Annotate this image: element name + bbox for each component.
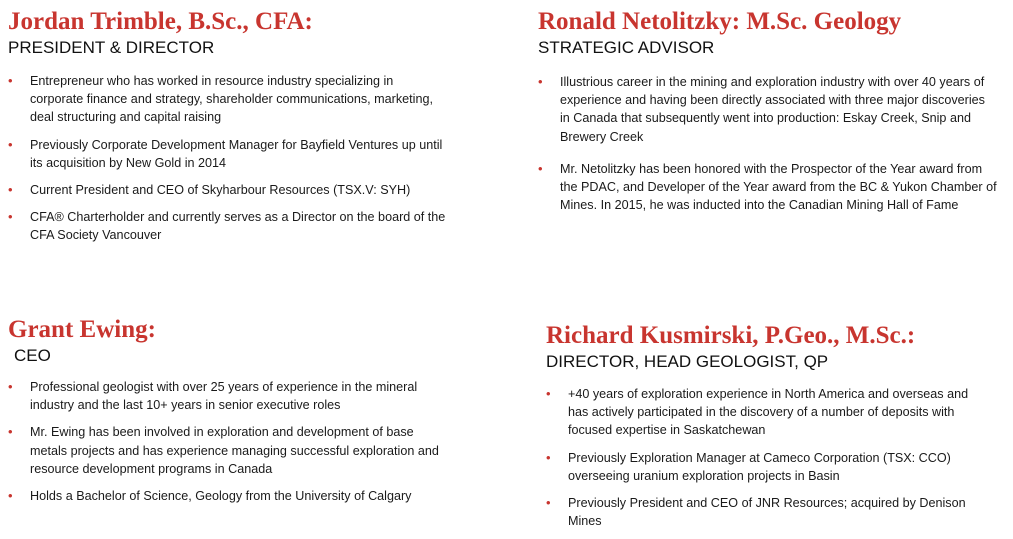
profile-richard-kusmirski bbox=[546, 322, 986, 539]
bullet-list bbox=[8, 72, 448, 245]
bullet-icon: • bbox=[8, 488, 13, 504]
list-item: • Illustrious career in the mining and exploration industry with over 40 years of experience and having been directly associated with three major discoveries in Canada that subsequently went into production: Eskay Creek, Snip and Brewery Creek bbox=[538, 74, 985, 144]
person-role: CEO bbox=[14, 346, 51, 365]
bullet-icon: • bbox=[538, 74, 543, 89]
list-item: • Previously Corporate Development Manager for Bayfield Ventures up until its acquisition by New Gold in 2014 bbox=[8, 136, 443, 170]
person-name: Jordan Trimble, B.Sc., CFA: bbox=[8, 8, 313, 35]
list-item: • Previously Exploration Manager at Cameco Corporation (TSX: CCO) overseeing uranium exploration projects in Basin bbox=[546, 449, 951, 483]
list-item: • +40 years of exploration experience in North America and overseas and has actively participated in the discovery of a number of deposits with focused expertise in Saskatchewan bbox=[546, 386, 969, 438]
bullet-icon: • bbox=[8, 182, 13, 198]
bullet-icon: • bbox=[8, 424, 13, 440]
list-item: • Mr. Ewing has been involved in exploration and development of base metals projects and has experience managing successful exploration and resource development programs in Canada bbox=[8, 424, 439, 476]
list-item: • CFA® Charterholder and currently serves as a Director on the board of the CFA Society Vancouver bbox=[8, 209, 446, 243]
bullet-icon: • bbox=[8, 209, 13, 225]
person-role: STRATEGIC ADVISOR bbox=[538, 38, 715, 57]
list-item: • Current President and CEO of Skyharbour Resources (TSX.V: SYH) bbox=[8, 181, 448, 199]
bullet-icon: • bbox=[538, 160, 543, 176]
bullet-icon: • bbox=[546, 386, 551, 401]
list-item: • Holds a Bachelor of Science, Geology from the University of Calgary bbox=[8, 487, 448, 505]
bullet-list bbox=[538, 73, 998, 214]
person-name: Grant Ewing: bbox=[8, 316, 156, 343]
bullet-list bbox=[8, 378, 448, 505]
bullet-list bbox=[546, 385, 986, 530]
person-role: DIRECTOR, HEAD GEOLOGIST, QP bbox=[546, 352, 829, 371]
list-item: • Mr. Netolitzky has been honored with the Prospector of the Year award from the PDAC, and Developer of the Year award from the BC & Yukon Chamber of Mines. In 2015, he was inducted into the Canadian Mining Hall of Fame bbox=[538, 160, 997, 213]
bullet-icon: • bbox=[8, 136, 13, 152]
person-name: Ronald Netolitzky: M.Sc. Geology bbox=[538, 8, 902, 35]
list-item: • Professional geologist with over 25 years of experience in the mineral industry and the last 10+ years in senior executive roles bbox=[8, 379, 418, 413]
list-item: • Previously President and CEO of JNR Resources; acquired by Denison Mines bbox=[546, 495, 966, 529]
profile-ronald-netolitzky bbox=[538, 8, 998, 228]
profile-grant-ewing bbox=[8, 316, 448, 514]
bullet-icon: • bbox=[8, 73, 13, 88]
bullet-icon: • bbox=[8, 379, 13, 394]
list-item: • Entrepreneur who has worked in resource industry specializing in corporate finance and strategy, shareholder communications, marketing, deal structuring and capital raising bbox=[8, 73, 433, 125]
bullet-icon: • bbox=[546, 449, 551, 465]
person-role: PRESIDENT & DIRECTOR bbox=[8, 38, 215, 57]
bullet-icon: • bbox=[546, 495, 551, 511]
profile-jordan-trimble bbox=[8, 8, 448, 254]
person-name: Richard Kusmirski, P.Geo., M.Sc.: bbox=[546, 322, 916, 349]
